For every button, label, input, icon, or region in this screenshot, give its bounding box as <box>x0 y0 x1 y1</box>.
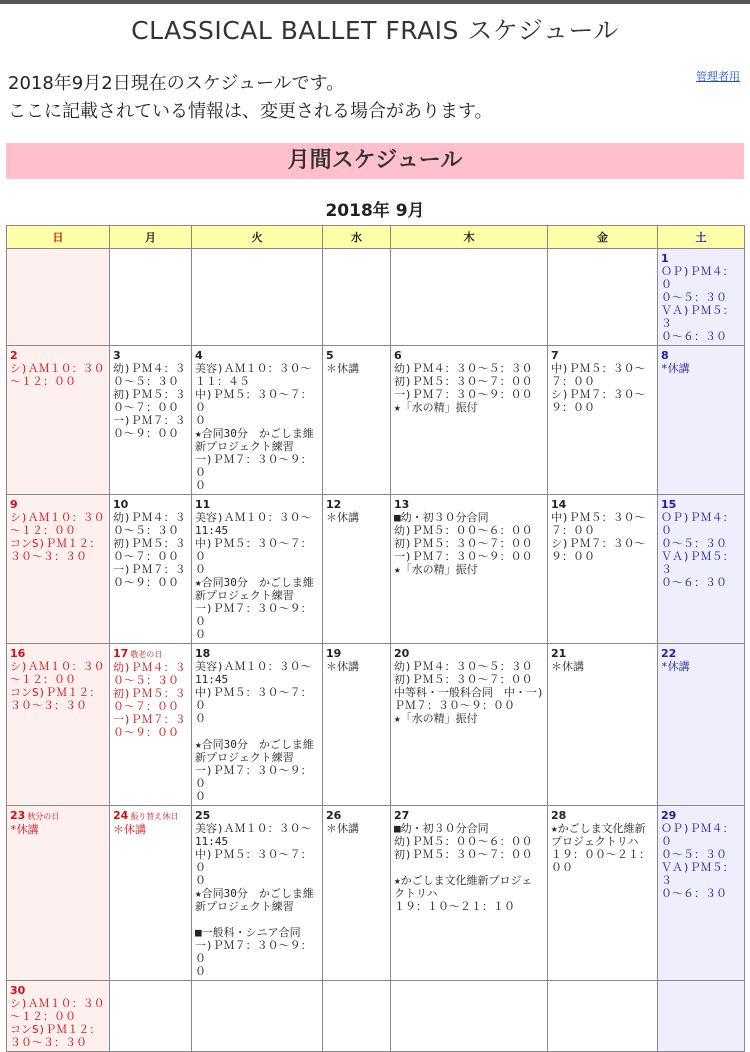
day-number: 23 <box>10 809 26 822</box>
schedule-line: ９：００ <box>551 401 595 414</box>
schedule-line: ０～９：００ <box>113 726 179 739</box>
schedule-line: 11:45 <box>195 835 229 848</box>
day-number: 28 <box>551 809 567 822</box>
calendar-day-cell <box>391 806 548 981</box>
schedule-line: 一)ＰＭ７：３０～９：００ <box>394 388 533 401</box>
schedule-line: 一)ＰＭ７：３ <box>113 563 186 576</box>
day-number: 24 <box>113 809 129 822</box>
schedule-line: ０～９：００ <box>113 576 179 589</box>
calendar-day-cell <box>110 806 192 981</box>
schedule-line: ■一般科・シニア合同 <box>195 926 301 939</box>
calendar-day-cell <box>110 495 192 644</box>
calendar-day-cell <box>192 806 323 981</box>
schedule-line <box>195 725 320 738</box>
day-number: 8 <box>661 349 669 362</box>
calendar-empty-cell <box>323 981 391 1052</box>
schedule-line: ０～６：３０ <box>661 576 727 589</box>
weekday-header-row <box>7 226 745 249</box>
calendar-day-cell <box>548 644 658 806</box>
schedule-line: ０～５：３０ <box>113 674 179 687</box>
month-title: 2018年 9月 <box>325 201 425 221</box>
schedule-line: ３０～３：３０ <box>10 1036 87 1049</box>
schedule-line: 一)ＰＭ７：３ <box>113 414 186 427</box>
schedule-line: シ)ＡＭ１０：３０ <box>10 997 105 1010</box>
calendar-empty-cell <box>7 249 110 346</box>
intro-line-notice: ここに記載されている情報は、変更される場合があります。 <box>8 101 493 122</box>
calendar-day-cell <box>323 806 391 981</box>
schedule-line: 幼)ＰＭ５：００～６：００ <box>394 835 533 848</box>
day-number: 20 <box>394 647 410 660</box>
weekday-fri: 金 <box>548 226 658 249</box>
calendar-empty-cell <box>192 981 323 1052</box>
schedule-line: 中)ＰＭ５：３０～７：０ <box>195 848 312 874</box>
schedule-line: ０ <box>195 790 206 803</box>
calendar-day-cell <box>7 981 110 1052</box>
holiday-label: 振り替え休日 <box>130 812 179 821</box>
schedule-line: コンS)ＰＭ１２： <box>10 1023 101 1036</box>
day-number: 12 <box>326 498 342 511</box>
schedule-line: ０ <box>195 414 206 427</box>
day-number: 17 <box>113 647 129 660</box>
schedule-line: ＊休講 <box>326 511 359 524</box>
schedule-line: コンS)ＰＭ１２： <box>10 686 101 699</box>
schedule-line: ～１２：００ <box>10 524 76 537</box>
schedule-line: ＊休講 <box>113 823 146 836</box>
schedule-line: ＶＡ)ＰＭ５：３ <box>661 304 734 330</box>
calendar-week-row <box>7 249 745 346</box>
schedule-line: ３０～３：３０ <box>10 550 87 563</box>
day-number: 10 <box>113 498 129 511</box>
schedule-line: シ)ＡＭ１０：３０ <box>10 362 105 375</box>
schedule-line: *休講 <box>661 660 690 673</box>
schedule-line: ＊休講 <box>551 660 584 673</box>
schedule-line: 中)ＰＭ５：３０～７：０ <box>195 537 312 563</box>
schedule-line: １１：４５ <box>195 375 250 388</box>
day-number: 14 <box>551 498 567 511</box>
calendar-day-cell <box>391 346 548 495</box>
calendar-day-cell <box>548 806 658 981</box>
schedule-line: 初)ＰＭ５：３０～７：００ <box>394 848 533 861</box>
schedule-line: ■幼・初３０分合同 <box>394 511 489 524</box>
schedule-line: 美容)ＡＭ１０：３０～ <box>195 822 312 835</box>
day-number: 21 <box>551 647 567 660</box>
schedule-line: 美容)ＡＭ１０：３０～ <box>195 511 312 524</box>
schedule-line: 初)ＰＭ５：３０～７：００ <box>394 673 533 686</box>
admin-link[interactable]: 管理者用 <box>696 70 740 83</box>
day-number: 3 <box>113 349 121 362</box>
schedule-line: ０ <box>195 874 206 887</box>
calendar-day-cell <box>7 806 110 981</box>
schedule-line: ＊休講 <box>326 362 359 375</box>
schedule-line: ０～５：３０ <box>661 537 727 550</box>
schedule-line: *休講 <box>10 823 39 836</box>
schedule-line: プロジェクトリハ <box>551 835 639 848</box>
schedule-line: ０ <box>195 563 206 576</box>
day-number: 9 <box>10 498 18 511</box>
weekday-thu: 木 <box>391 226 548 249</box>
day-number: 4 <box>195 349 203 362</box>
calendar-day-cell <box>7 346 110 495</box>
monthly-schedule-banner: 月間スケジュール <box>6 143 744 179</box>
schedule-line: ＶＡ)ＰＭ５：３ <box>661 861 734 887</box>
calendar-day-cell <box>658 346 745 495</box>
schedule-line: 11:45 <box>195 673 229 686</box>
schedule-line: ＯＰ)ＰＭ４：０ <box>661 511 734 537</box>
schedule-line: ０～６：３０ <box>661 887 727 900</box>
schedule-line: ０～５：３０ <box>113 524 179 537</box>
calendar-empty-cell <box>391 981 548 1052</box>
day-number: 11 <box>195 498 211 511</box>
schedule-line: 初)ＰＭ５：３０～７：００ <box>394 537 533 550</box>
schedule-line: 11:45 <box>195 524 229 537</box>
schedule-line <box>195 913 320 926</box>
schedule-line: ★合同30分 かごしま維 <box>195 427 314 440</box>
calendar-empty-cell <box>192 249 323 346</box>
holiday-label: 秋分の日 <box>27 812 60 821</box>
schedule-line: 一)ＰＭ７：３０～９：０ <box>195 764 312 790</box>
calendar-empty-cell <box>391 249 548 346</box>
calendar-day-cell <box>323 346 391 495</box>
day-number: 13 <box>394 498 410 511</box>
schedule-line: ０～５：３０ <box>113 375 179 388</box>
schedule-line: 幼)ＰＭ４：３ <box>113 661 186 674</box>
schedule-line: ～１２：００ <box>10 1010 76 1023</box>
calendar-day-cell <box>658 249 745 346</box>
schedule-line: 初)ＰＭ５：３０～７：００ <box>394 375 533 388</box>
schedule-line: コンS)ＰＭ１２： <box>10 537 101 550</box>
weekday-mon: 月 <box>110 226 192 249</box>
calendar-day-cell <box>548 495 658 644</box>
calendar-week-row <box>7 346 745 495</box>
calendar-day-cell <box>658 644 745 806</box>
schedule-line <box>394 861 545 874</box>
schedule-line: ７：００ <box>551 524 595 537</box>
schedule-line: ０～７：００ <box>113 700 179 713</box>
schedule-line: ０ <box>195 965 206 978</box>
site-title: CLASSICAL BALLET FRAIS スケジュール <box>131 16 619 45</box>
schedule-line: 幼)ＰＭ４：３０～５：３０ <box>394 660 533 673</box>
calendar-day-cell <box>323 644 391 806</box>
schedule-line: ９：００ <box>551 550 595 563</box>
schedule-line: クトリハ <box>394 887 438 900</box>
calendar-day-cell <box>323 495 391 644</box>
schedule-line: 中)ＰＭ５：３０～ <box>551 362 646 375</box>
day-number: 18 <box>195 647 211 660</box>
schedule-line: ０～６：３０ <box>661 330 727 343</box>
weekday-wed: 水 <box>323 226 391 249</box>
intro-line-date: 2018年9月2日現在のスケジュールです。 <box>8 73 345 94</box>
schedule-line: 一)ＰＭ７：３０～９：０ <box>195 602 312 628</box>
schedule-line: 初)ＰＭ５：３ <box>113 687 186 700</box>
schedule-line: ＰＭ７：３０～９：００ <box>394 699 515 712</box>
weekday-tue: 火 <box>192 226 323 249</box>
weekday-sat: 土 <box>658 226 745 249</box>
calendar-day-cell <box>391 495 548 644</box>
day-number: 16 <box>10 647 26 660</box>
calendar-day-cell <box>192 346 323 495</box>
day-number: 19 <box>326 647 342 660</box>
calendar-day-cell <box>110 644 192 806</box>
schedule-line: ＶＡ)ＰＭ５：３ <box>661 550 734 576</box>
schedule-line: ０～７：００ <box>113 550 179 563</box>
schedule-line: ＯＰ)ＰＭ４：０ <box>661 822 734 848</box>
calendar-day-cell <box>110 346 192 495</box>
schedule-line: ★かごしま文化維新 <box>551 822 646 835</box>
calendar-day-cell <box>658 806 745 981</box>
schedule-line: ０ <box>195 712 206 725</box>
schedule-line: ＯＰ)ＰＭ４：０ <box>661 265 734 291</box>
schedule-line: ＊休講 <box>326 822 359 835</box>
schedule-line: ０ <box>195 628 206 641</box>
calendar-empty-cell <box>323 249 391 346</box>
calendar-empty-cell <box>548 981 658 1052</box>
schedule-line: ００ <box>551 861 573 874</box>
schedule-line: ★「水の精」振付 <box>394 712 478 725</box>
schedule-line: ～１２：００ <box>10 673 76 686</box>
day-number: 2 <box>10 349 18 362</box>
schedule-line: ０～９：００ <box>113 427 179 440</box>
weekday-sun: 日 <box>7 226 110 249</box>
schedule-line: ＊休講 <box>326 660 359 673</box>
calendar-day-cell <box>391 644 548 806</box>
schedule-line: ★かごしま文化維新プロジェ <box>394 874 533 887</box>
calendar-empty-cell <box>110 249 192 346</box>
day-number: 1 <box>661 252 669 265</box>
calendar-day-cell <box>658 495 745 644</box>
day-number: 7 <box>551 349 559 362</box>
schedule-line: 一)ＰＭ７：３ <box>113 713 186 726</box>
schedule-line: 新プロジェクト練習 <box>195 900 294 913</box>
schedule-line: ★「水の精」振付 <box>394 401 478 414</box>
calendar-week-row <box>7 981 745 1052</box>
day-number: 26 <box>326 809 342 822</box>
day-number: 25 <box>195 809 211 822</box>
schedule-line: 中等科・一般科合同 中・一) <box>394 686 544 699</box>
calendar-day-cell <box>7 495 110 644</box>
schedule-line: ～１２：００ <box>10 375 76 388</box>
calendar-week-row <box>7 644 745 806</box>
schedule-line: 新プロジェクト練習 <box>195 751 294 764</box>
schedule-line: 中)ＰＭ５：３０～ <box>551 511 646 524</box>
schedule-line: 中)ＰＭ５：３０～７：０ <box>195 686 312 712</box>
schedule-line: ０～５：３０ <box>661 848 727 861</box>
schedule-line: ０～５：３０ <box>661 291 727 304</box>
schedule-line: ★「水の精」振付 <box>394 563 478 576</box>
calendar-day-cell <box>7 644 110 806</box>
schedule-line: 初)ＰＭ５：３ <box>113 388 186 401</box>
schedule-line: ３０～３：３０ <box>10 699 87 712</box>
schedule-line: 中)ＰＭ５：３０～７：０ <box>195 388 312 414</box>
schedule-line: *休講 <box>661 362 690 375</box>
day-number: 5 <box>326 349 334 362</box>
calendar-day-cell <box>548 346 658 495</box>
schedule-line: 一)ＰＭ７：３０～９：０ <box>195 453 312 479</box>
schedule-line: ０ <box>195 479 206 492</box>
schedule-line: 幼)ＰＭ５：００～６：００ <box>394 524 533 537</box>
top-border <box>0 0 750 4</box>
schedule-line: シ)ＡＭ１０：３０ <box>10 660 105 673</box>
schedule-line: 幼)ＰＭ４：３０～５：３０ <box>394 362 533 375</box>
day-number: 22 <box>661 647 677 660</box>
calendar-empty-cell <box>658 981 745 1052</box>
schedule-line: 幼)ＰＭ４：３ <box>113 362 186 375</box>
schedule-line: ★合同30分 かごしま維 <box>195 738 314 751</box>
day-number: 15 <box>661 498 677 511</box>
schedule-line: 新プロジェクト練習 <box>195 589 294 602</box>
schedule-line: 一)ＰＭ７：３０～９：０ <box>195 939 312 965</box>
schedule-line: 新プロジェクト練習 <box>195 440 294 453</box>
schedule-line: シ)ＰＭ７：３０～ <box>551 537 646 550</box>
intro-section <box>0 70 750 126</box>
schedule-line: 一)ＰＭ７：３０～９：００ <box>394 550 533 563</box>
schedule-line: ０～７：００ <box>113 401 179 414</box>
calendar-week-row <box>7 495 745 644</box>
schedule-line: 初)ＰＭ５：３ <box>113 537 186 550</box>
schedule-line: ■幼・初３０分合同 <box>394 822 489 835</box>
day-number: 30 <box>10 984 26 997</box>
schedule-line: シ)ＰＭ７：３０～ <box>551 388 646 401</box>
calendar-day-cell <box>192 644 323 806</box>
holiday-label: 敬老の日 <box>130 650 163 659</box>
schedule-line: １９：１０～２１：１０ <box>394 900 515 913</box>
schedule-line: 美容)ＡＭ１０：３０～ <box>195 660 312 673</box>
day-number: 6 <box>394 349 402 362</box>
schedule-line: 美容)ＡＭ１０：３０～ <box>195 362 312 375</box>
calendar-day-cell <box>192 495 323 644</box>
schedule-line: 幼)ＰＭ４：３ <box>113 511 186 524</box>
schedule-line: ★合同30分 かごしま維 <box>195 887 314 900</box>
schedule-line: シ)ＡＭ１０：３０ <box>10 511 105 524</box>
calendar-week-row <box>7 806 745 981</box>
day-number: 29 <box>661 809 677 822</box>
schedule-line: １９：００～２１： <box>551 848 650 861</box>
schedule-line: ★合同30分 かごしま維 <box>195 576 314 589</box>
calendar-empty-cell <box>110 981 192 1052</box>
day-number: 27 <box>394 809 410 822</box>
calendar-table <box>6 225 745 1052</box>
calendar-empty-cell <box>548 249 658 346</box>
schedule-line: ７：００ <box>551 375 595 388</box>
